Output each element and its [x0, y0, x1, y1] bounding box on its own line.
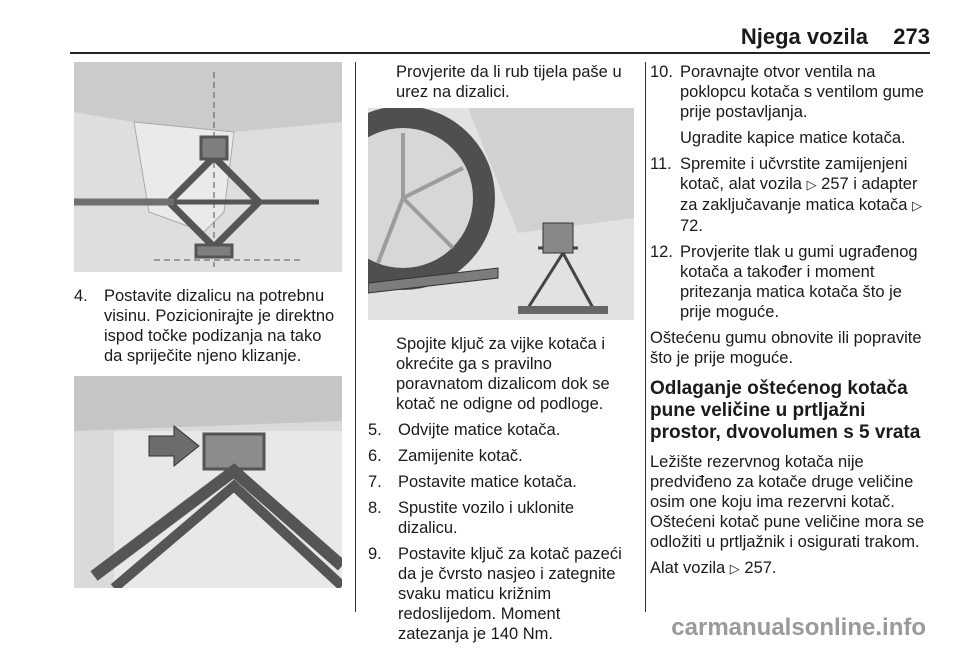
after-figure-text: Spojite ključ za vijke kotača i okrećite ga s pravilno poravnatom dizalicom dok se kotač ne odigne od podloge.: [396, 335, 610, 413]
wheel-jack-illustration: [368, 108, 634, 320]
step-number: 9.: [368, 545, 382, 563]
step-text: Spustite vozilo i uklonite dizalicu.: [398, 499, 575, 537]
page-ref-link[interactable]: 257: [744, 559, 772, 577]
step-8: [368, 498, 634, 538]
step-text: Odvijte matice kotača.: [398, 421, 561, 439]
page-ref-icon: ▷: [912, 198, 923, 213]
step-text: .: [698, 217, 703, 235]
step-number: 12.: [650, 243, 673, 261]
step-6: [368, 446, 634, 466]
page-header: [70, 22, 930, 54]
column-2: [368, 62, 634, 650]
jack-seat-figure: [74, 376, 342, 588]
step-number: 5.: [368, 421, 382, 439]
step-number: 10.: [650, 63, 673, 81]
jack-seat-detail-illustration: [74, 376, 342, 588]
step-7: [368, 472, 634, 492]
column-divider: [645, 62, 646, 612]
page-ref-icon: ▷: [729, 561, 740, 576]
section-heading: Odlaganje oštećenog kotača pune veličine u prtljažni prostor, dvovolumen s 5 vrata: [650, 378, 921, 443]
step-12: [650, 242, 930, 322]
page-footer: [0, 614, 960, 642]
step-10: [650, 62, 930, 122]
page-ref-icon: ▷: [806, 177, 817, 192]
step-text: Zamijenite kotač.: [398, 447, 523, 465]
header-title: Njega vozila: [740, 24, 868, 49]
step-text: Poravnajte otvor ventila na poklopcu kotača s ventilom gume prije postavljanja.: [680, 63, 924, 121]
step-text: Postavite matice kotača.: [398, 473, 577, 491]
step-number: 7.: [368, 473, 382, 491]
wheel-jack-figure: [368, 108, 634, 320]
step-number: 6.: [368, 447, 382, 465]
paragraph-text: .: [771, 559, 777, 577]
step-10-subtext: Ugradite kapice matice kotača.: [680, 129, 906, 147]
jack-under-car-illustration: [74, 62, 342, 272]
page-ref-link[interactable]: 257: [821, 175, 849, 193]
scissor-jack-figure: [74, 62, 342, 272]
step-5: [368, 420, 634, 440]
paragraph: Oštećenu gumu obnovite ili popravite što je prije moguće.: [650, 329, 922, 367]
step-text: Postavite dizalicu na potrebnu visinu. Pozicionirajte je direktno ispod točke podizanja na tako da spriječite njeno klizanje.: [104, 287, 335, 365]
intro-text: Provjerite da li rub tijela paše u urez na dizalici.: [396, 63, 622, 101]
column-divider: [355, 62, 356, 612]
paragraph: Ležište rezervnog kotača nije predviđeno za kotače druge veličine osim one koju ima rezervni kotač. Oštećeni kotač pune veličine mora se odložiti u prtljažnik i osigurati trakom.: [650, 453, 925, 551]
tools-reference: [650, 558, 930, 579]
watermark: carmanualsonline.info: [671, 614, 926, 641]
step-4: [74, 286, 342, 366]
step-number: 4.: [74, 287, 88, 305]
step-text: i adapter za zaključavanje matica kotača: [680, 175, 918, 214]
column-3: [650, 62, 930, 585]
page-ref-link[interactable]: 72: [680, 217, 699, 235]
step-text: Spremite i učvrstite zamijenjeni kotač, alat vozila: [680, 155, 908, 193]
page-number: 273: [893, 24, 930, 49]
step-number: 11.: [650, 155, 672, 173]
step-number: 8.: [368, 499, 382, 517]
step-11: [650, 154, 930, 236]
paragraph-text: Alat vozila: [650, 559, 730, 577]
step-text: Provjerite tlak u gumi ugrađenog kotača a također i moment pritezanja matica kotača što je prije moguće.: [680, 243, 918, 321]
column-1: [74, 62, 342, 588]
step-text: Postavite ključ za kotač pazeći da je čvrsto nasjeo i zategnite svaku maticu križnim redoslijedom. Moment zatezanja je 140 Nm.: [398, 545, 622, 643]
